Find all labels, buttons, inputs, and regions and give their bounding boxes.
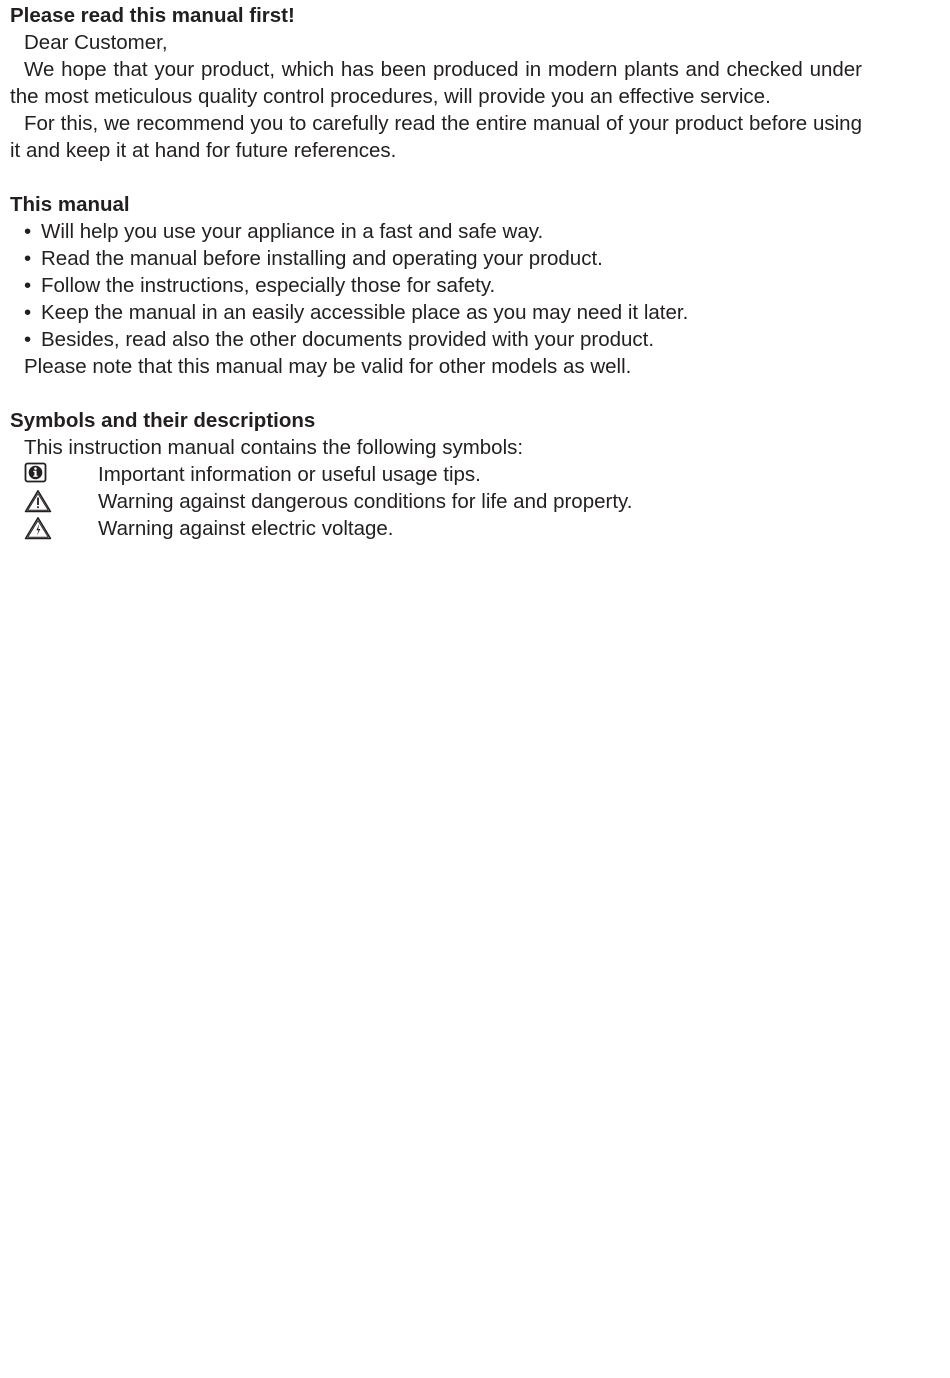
electric-warning-icon (24, 515, 98, 542)
bullet-item: • Read the manual before installing and operating your product. (24, 245, 862, 272)
warning-triangle-icon (24, 488, 98, 515)
symbol-row-electric (24, 515, 862, 542)
section-heading-symbols: Symbols and their descriptions (10, 409, 316, 432)
intro-paragraph-2: For this, we recommend you to carefully read the entire manual of your product before using it and keep it at hand for future references. (10, 112, 862, 162)
validity-note: Please note that this manual may be valid for other models as well. (24, 355, 632, 378)
greeting: Dear Customer, (24, 31, 168, 54)
bullet-item: • Follow the instructions, especially those for safety. (24, 272, 862, 299)
manual-page (10, 2, 862, 542)
info-icon (24, 461, 98, 488)
bullet-item: • Besides, read also the other documents provided with your product. (24, 326, 862, 353)
bullet-item: • Will help you use your appliance in a fast and safe way. (24, 218, 862, 245)
symbol-row-info (24, 461, 862, 488)
page-title: Please read this manual first! (10, 4, 295, 27)
symbol-row-warning (24, 488, 862, 515)
section-heading-this-manual: This manual (10, 193, 130, 216)
symbol-description: Warning against dangerous conditions for life and property. (98, 490, 633, 513)
symbols-list (10, 461, 862, 542)
symbol-description: Warning against electric voltage. (98, 517, 394, 540)
intro-paragraph-1: We hope that your product, which has been produced in modern plants and checked under the most meticulous quality control procedures, will provide you an effective service. (10, 58, 862, 108)
symbol-description: Important information or useful usage tips. (98, 463, 481, 486)
bullet-item: • Keep the manual in an easily accessible place as you may need it later. (24, 299, 862, 326)
this-manual-bullet-list (10, 218, 862, 353)
symbols-intro: This instruction manual contains the following symbols: (24, 436, 524, 459)
spacer (10, 164, 862, 191)
spacer (10, 380, 862, 407)
